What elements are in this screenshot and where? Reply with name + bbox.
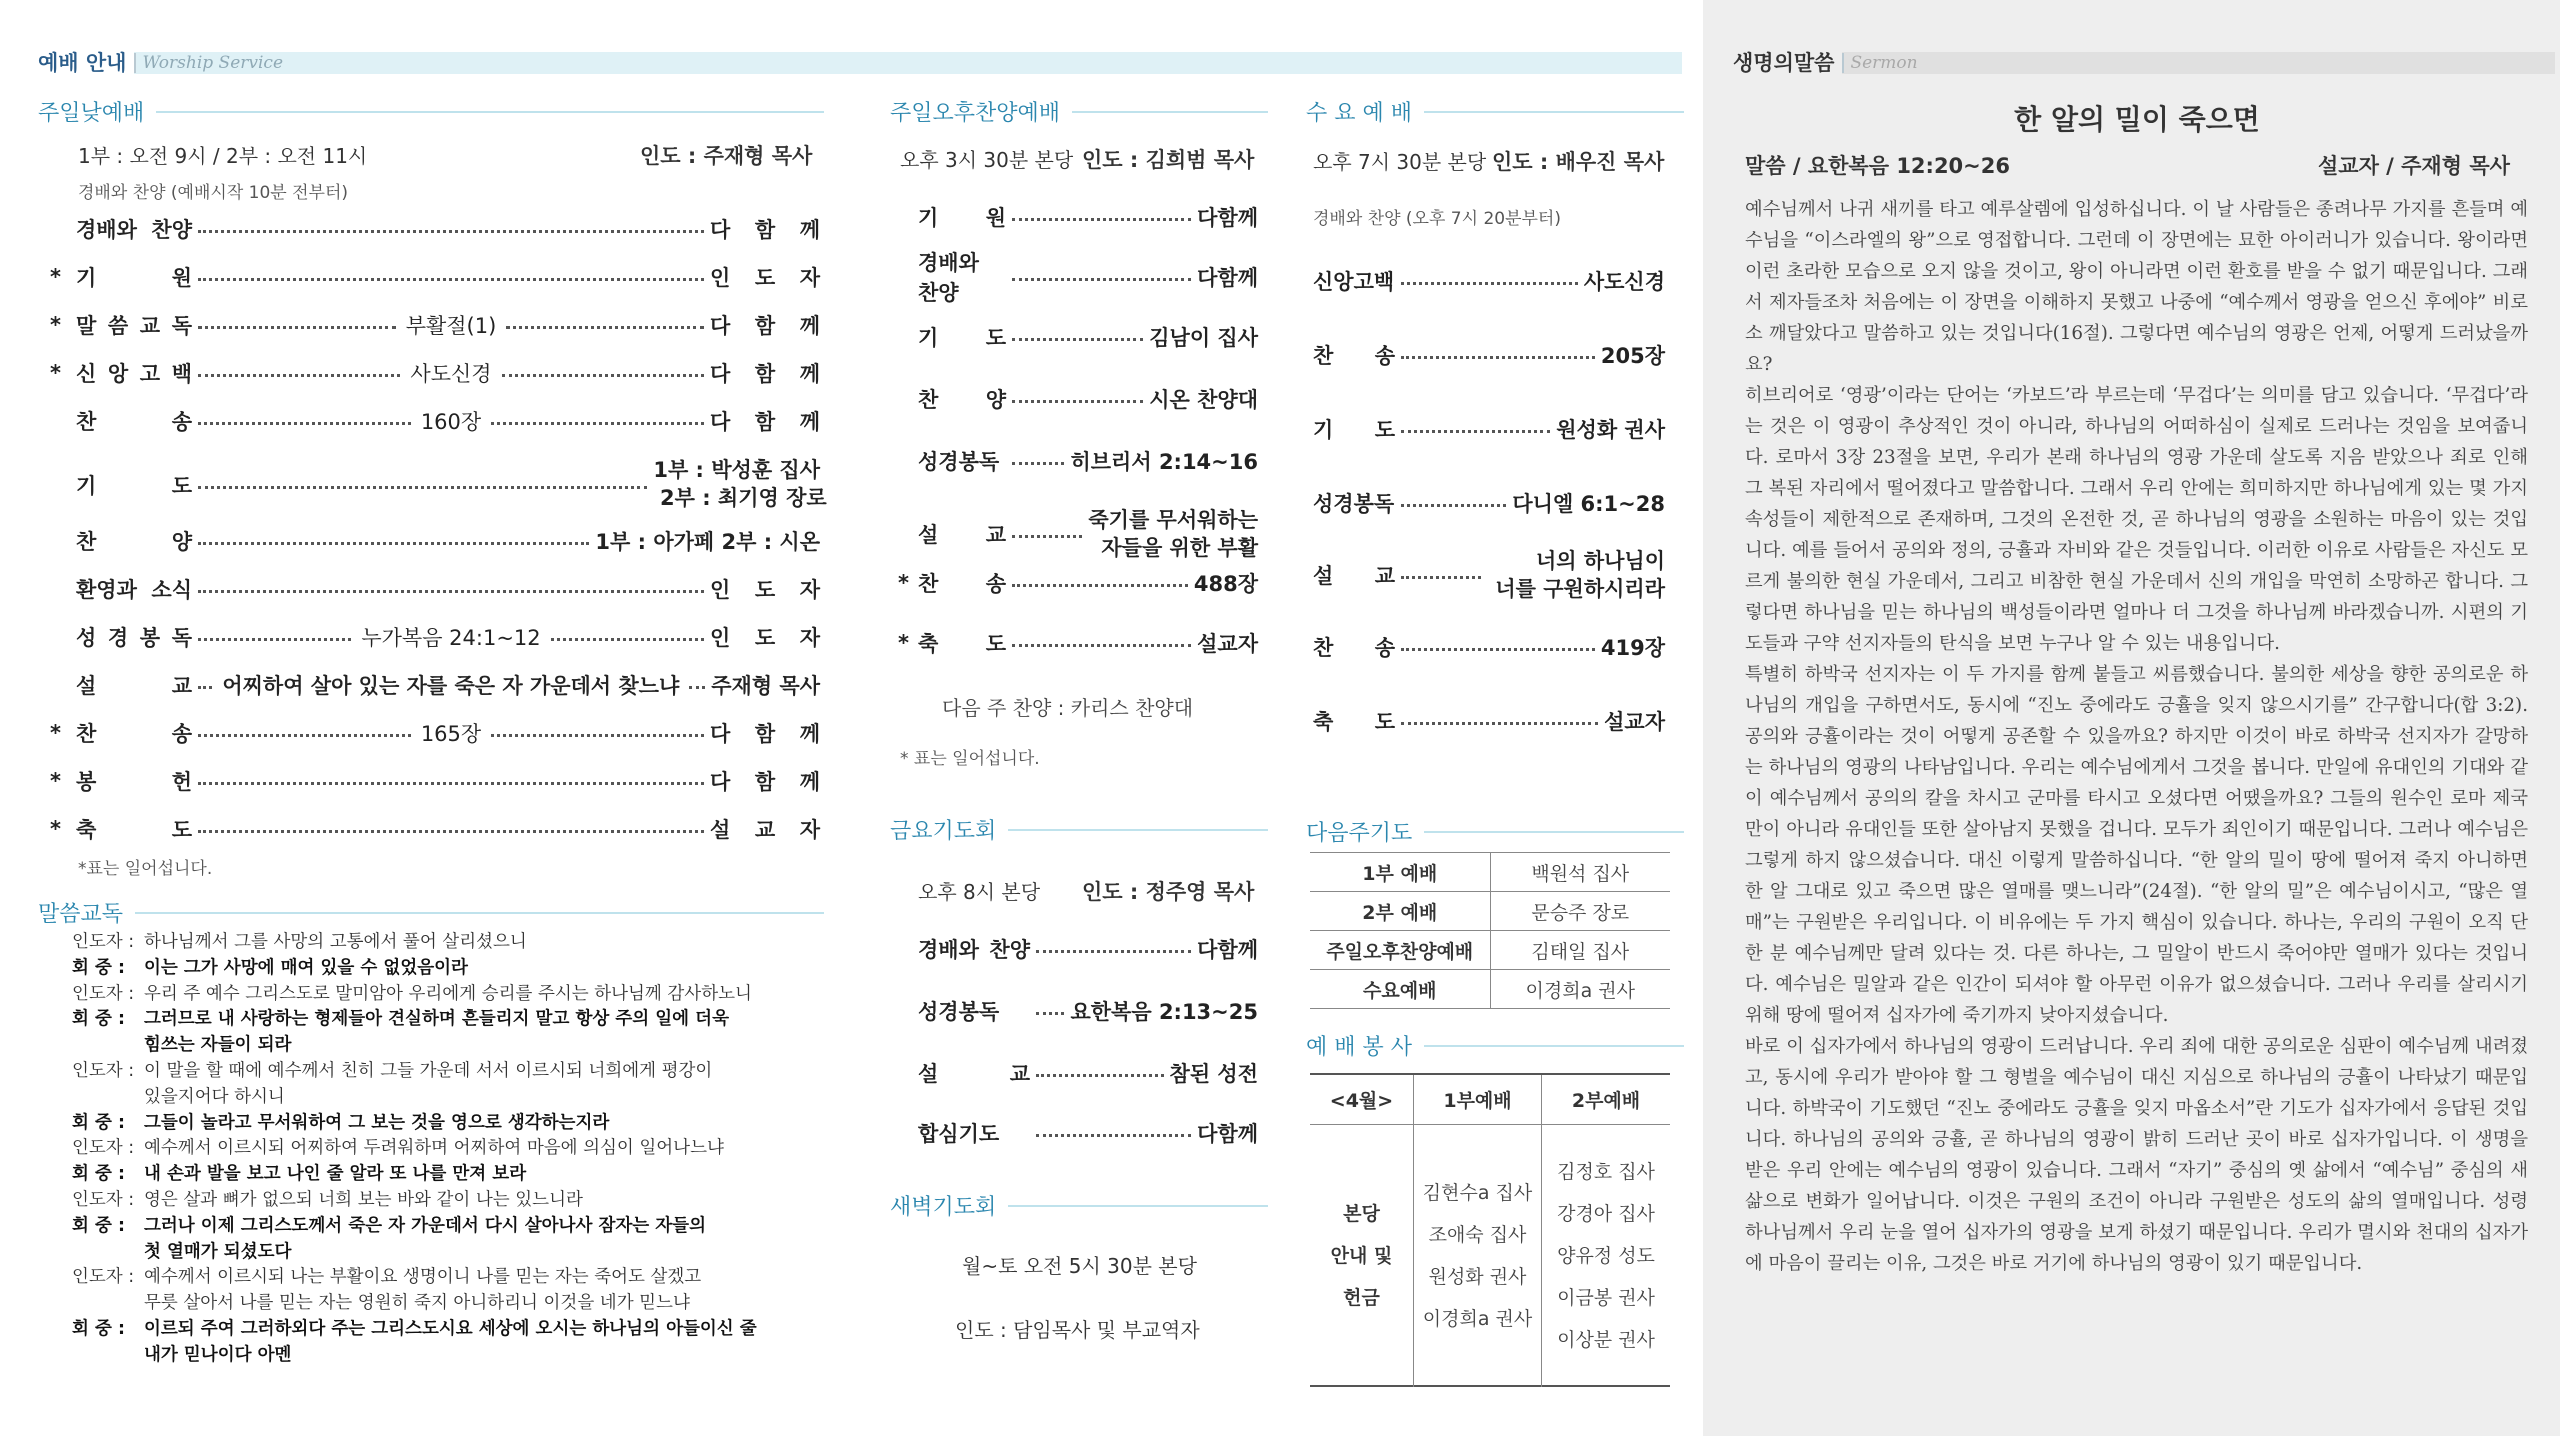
order-item-value: 시온 찬양대: [1149, 388, 1258, 412]
leader-dots: [1012, 400, 1143, 403]
leader-dots: [198, 278, 704, 281]
service-heading-label: 예 배 봉 사: [1306, 1035, 1412, 1060]
order-item-name: 말 씀 교 독: [76, 314, 192, 338]
order-item-value: 다함께: [1197, 938, 1258, 962]
next-week-service: 1부 예배: [1310, 853, 1490, 892]
sunday-order-row: [50, 574, 820, 604]
wednesday-leader: 인도 : 배우진 목사: [1492, 150, 1665, 174]
reading-text: 힘쓰는 자들이 되라: [144, 1035, 292, 1056]
reading-line: [72, 956, 832, 982]
sermon-header-bar: [1733, 52, 2555, 74]
reading-line: [72, 1007, 832, 1033]
wednesday-note: 경배와 찬양 (오후 7시 20분부터): [1313, 209, 1561, 229]
sermon-preacher: 설교자 / 주재형 목사: [2318, 154, 2510, 178]
leader-dots: [198, 830, 704, 833]
leader-dots: [502, 374, 704, 377]
order-row: [918, 996, 1258, 1026]
heading-rule: [135, 912, 824, 914]
worship-header-subtitle: Worship Service: [142, 53, 284, 73]
leader-dots: [1401, 648, 1595, 651]
reading-text: 그러나 이제 그리스도께서 죽은 자 가운데서 다시 살아나사 잠자는 자들의: [144, 1215, 706, 1236]
order-item-value: 419장: [1600, 636, 1665, 660]
leader-dots: [198, 590, 704, 593]
sunday-order-row: [50, 406, 820, 436]
order-item-name: 경배와 찬양: [918, 938, 1030, 962]
afternoon-time: 오후 3시 30분 본당: [900, 148, 1074, 172]
order-item-leader: 다 함 께: [710, 722, 820, 746]
service-volunteer: 양유정 성도: [1557, 1245, 1655, 1267]
order-item-name: 봉 헌: [76, 770, 192, 794]
order-item-name: 성경봉독: [918, 1000, 1000, 1024]
order-row: [918, 934, 1258, 964]
afternoon-heading: [890, 96, 1268, 127]
order-item-leader: 인 도 자: [710, 266, 820, 290]
leader-dots: [1036, 1134, 1191, 1137]
sermon-title-line-2: 너를 구원하시리라: [1495, 577, 1665, 601]
leader-dots: [1012, 462, 1064, 465]
wednesday-sermon-row: [1313, 546, 1665, 604]
service-volunteer: 김정호 집사: [1557, 1161, 1655, 1183]
leader-dots: [491, 422, 704, 425]
next-week-row: [1310, 892, 1670, 931]
reading-speaker: 인도자 :: [72, 1189, 135, 1210]
worship-header-bar: [38, 52, 1682, 74]
service-label-cell: [1310, 1125, 1414, 1387]
service-volunteer: 조애숙 집사: [1428, 1224, 1527, 1246]
service-heading: [1306, 1030, 1684, 1061]
reading-line: [72, 1188, 832, 1214]
order-item-name: 신 앙 고 백: [76, 362, 192, 386]
service-table: [1310, 1073, 1670, 1387]
order-item-name: 신앙고백: [1313, 270, 1395, 294]
reading-text: 이는 그가 사망에 매여 있을 수 없었음이라: [144, 957, 468, 978]
reading-speaker: [72, 1033, 144, 1059]
order-item-name: 찬 송: [76, 722, 192, 746]
order-item-value: 설교자: [1197, 632, 1258, 656]
order-row: [898, 251, 1258, 305]
next-week-row: [1310, 853, 1670, 892]
order-item-value: 다니엘 6:1~28: [1512, 492, 1665, 516]
standing-mark: *: [50, 265, 61, 289]
leader-dots: [198, 486, 647, 489]
reading-text: 이르되 주여 그러하외다 주는 그리스도시요 세상에 오시는 하나님의 아들이신 줄: [144, 1318, 757, 1339]
sermon-title: 한 알의 밀이 죽으면: [2014, 103, 2260, 136]
afternoon-sermon-title: [1088, 506, 1258, 562]
order-item-detail: 160장: [420, 410, 482, 434]
service-col-month: <4월>: [1310, 1075, 1414, 1124]
reading-text: 있을지어다 하시니: [144, 1086, 285, 1107]
order-item-name: 성경봉독: [1313, 492, 1395, 516]
order-item-leader: 다 함 께: [710, 314, 821, 338]
order-item-value: 사도신경: [1583, 270, 1665, 294]
order-item-value: 히브리서 2:14~16: [1070, 450, 1258, 474]
leader-dots: [689, 686, 705, 689]
sermon-paragraph: 바로 이 십자가에서 하나님의 영광이 드러납니다. 우리 죄에 대한 공의로운 심판이 예수님께 내려졌고, 동시에 우리가 받아야 할 그 형벌을 예수님이 대신 지심으로 하나님의 긍휼이 나타났기 때문입니다. 하박국이 기도했던 “진노 중에라도 긍휼을 잊지 마옵소서”란 기도가 십자가에서 응답된 것입니다. 하나님의 공의와 긍휼, 곧 하나님의 영광이 밝히 드러난 곳이 바로 십자가입니다. 이 생명을 받은 우리 안에는 예수님의 영광이 있습니다. 그래서 “자기” 중심의 옛 삶에서 “예수님” 중심의 새 삶으로 변화가 일어납니다. 이것은 구원의 조건이 아니라 구원받은 성도의 삶의 열매입니다. 성령 하나님께서 우리 눈을 열어 십자가의 영광을 보게 하셨기 때문입니다. 우리가 멸시와 천대의 십자가에 마음이 끌리는 이유, 그것은 바로 거기에 하나님의 영광이 있기 때문입니다.: [1745, 1036, 2528, 1274]
next-week-service: 수요예배: [1310, 970, 1490, 1009]
order-row: [898, 384, 1258, 414]
order-item-leader: 설 교 자: [710, 818, 820, 842]
standing-mark: *: [50, 313, 61, 337]
sunday-order-row: [50, 766, 820, 796]
next-week-table: [1310, 852, 1670, 1009]
order-item-name: 축 도: [918, 632, 1006, 656]
service-col-2: 2부예배: [1571, 1090, 1641, 1112]
leader-dots: [1401, 430, 1550, 433]
standing-mark: *: [898, 631, 909, 655]
leader-dots: [1401, 576, 1481, 579]
order-item-detail: 부활절(1): [405, 314, 497, 338]
reading-line: [72, 1136, 832, 1162]
sermon-title-line-1: 너의 하나님이: [1535, 549, 1665, 573]
friday-time: 오후 8시 본당: [918, 880, 1041, 904]
order-item-detail: 사도신경: [410, 362, 492, 386]
service-volunteer: 강경아 집사: [1557, 1203, 1655, 1225]
reading-text: 그들이 놀라고 무서워하여 그 보는 것을 영으로 생각하는지라: [144, 1112, 610, 1133]
reading-line: [72, 982, 832, 1008]
next-week-leader: 이경희a 권사: [1490, 970, 1670, 1009]
reading-line: [72, 1265, 832, 1291]
next-week-heading-label: 다음주기도: [1306, 821, 1413, 846]
sunday-order-row: [50, 310, 820, 340]
standing-mark: *: [50, 721, 61, 745]
reading-text: 우리 주 예수 그리스도로 말미암아 우리에게 승리를 주시는 하나님께 감사하노니: [144, 983, 752, 1004]
leader-dots: [198, 422, 411, 425]
order-item-name: 설 교: [1313, 564, 1395, 588]
next-week-leader: 문승주 장로: [1490, 892, 1670, 931]
sunday-order-row: [50, 262, 820, 292]
next-week-service: 주일오후찬양예배: [1310, 931, 1490, 970]
heading-rule: [1072, 111, 1268, 113]
reading-text: 내가 믿나이다 아멘: [144, 1344, 292, 1365]
leader-dots: [1012, 535, 1082, 538]
next-week-row: [1310, 970, 1670, 1009]
reading-speaker: [72, 1343, 144, 1369]
reading-speaker: [72, 1291, 144, 1317]
sunday-leader: 인도 : 주재형 목사: [640, 144, 813, 168]
reading-line: [72, 1111, 832, 1137]
reading-speaker: 회 중 :: [72, 1318, 125, 1339]
service-volunteer: 김현수a 집사: [1422, 1182, 1533, 1204]
order-item-name: 찬 양: [918, 388, 1006, 412]
heading-rule: [1424, 1045, 1684, 1047]
sermon-body: [1745, 194, 2528, 1279]
order-item-name: 합심기도: [918, 1122, 1000, 1146]
service-col-1: 1부예배: [1414, 1075, 1542, 1124]
reading-speaker: 회 중 :: [72, 1112, 125, 1133]
dawn-leader: 인도 : 담임목사 및 부교역자: [955, 1318, 1200, 1342]
responsive-reading: [72, 930, 832, 1369]
header-divider: [1842, 53, 1844, 73]
leader-dots: [198, 686, 212, 689]
leader-dots: [1401, 356, 1595, 359]
order-item-name: 기 원: [76, 266, 192, 290]
reading-text: 하나님께서 그를 사망의 고통에서 풀어 살리셨으니: [144, 932, 527, 952]
afternoon-leader: 인도 : 김희범 목사: [1082, 148, 1255, 172]
dawn-time: 월~토 오전 5시 30분 본당: [962, 1254, 1197, 1278]
sunday-order-row: [50, 358, 820, 388]
heading-rule: [1008, 829, 1268, 831]
order-item-name: 경배와 찬양: [918, 251, 979, 305]
reading-text: 예수께서 이르시되 나는 부활이요 생명이니 나를 믿는 자는 죽어도 살겠고: [144, 1267, 702, 1288]
order-item-name: 환영과 소식: [76, 578, 192, 602]
order-row: [898, 202, 1258, 232]
order-item-value: 다함께: [1197, 266, 1258, 290]
leader-dots: [551, 638, 704, 641]
reading-text: 내 손과 발을 보고 나인 줄 알라 또 나를 만져 보라: [144, 1164, 527, 1185]
reading-line: [72, 930, 832, 956]
service-table-header: [1310, 1075, 1670, 1125]
reading-line: [72, 1240, 832, 1266]
leader-dots: [1012, 218, 1191, 221]
heading-rule: [1424, 111, 1684, 113]
leader-dots: [198, 734, 411, 737]
friday-heading-label: 금요기도회: [890, 819, 997, 844]
wednesday-sermon-title: [1487, 547, 1665, 603]
next-week-leader: 김태일 집사: [1490, 931, 1670, 970]
order-item-value: 205장: [1600, 344, 1665, 368]
reading-text: 영은 살과 뼈가 없으되 너희 보는 바와 같이 나는 있느니라: [144, 1189, 583, 1210]
leader-dots: [198, 638, 351, 641]
order-row: [898, 446, 1258, 476]
sunday-praise-note: 경배와 찬양 (예배시작 10분 전부터): [78, 183, 348, 203]
service-volunteer: 원성화 권사: [1428, 1266, 1527, 1288]
leader-dots: [1036, 1074, 1164, 1077]
sunday-heading: [38, 96, 824, 127]
dawn-heading: [890, 1190, 1268, 1221]
leader-dots: [1012, 584, 1188, 587]
order-row: [1313, 266, 1665, 296]
order-item-name: 축 도: [76, 818, 192, 842]
afternoon-footnote: * 표는 일어섭니다.: [900, 749, 1040, 769]
worship-header-title: 예배 안내: [38, 52, 134, 74]
order-row: [898, 322, 1258, 352]
prayer-leaders: [653, 454, 820, 484]
sunday-order-row: [50, 622, 820, 652]
leader-dots: [1036, 950, 1191, 953]
sermon-header-subtitle: Sermon: [1850, 53, 1918, 73]
sermon-paragraph: 특별히 하박국 선지자는 이 두 가지를 함께 붙들고 씨름했습니다. 불의한 세상을 향한 공의로운 하나님의 개입을 구하면서도, 동시에 “진노 중에라도 긍휼을 잊지 않으시기를” 간구합니다(합 3:2). 공의와 긍휼이라는 것이 어떻게 공존할 수 있을까요? 하지만 이것이 바로 하박국 선지자가 갈망하는 하나님의 영광의 나타남입니다. 우리는 예수님에게서 그것을 봅니다. 만일에 유대인의 기대와 같이 예수님께서 공의의 칼을 차시고 군마를 타시고 오셨다면 어땠을까요? 그들의 원수인 로마 제국만이 아니라 유대인들 또한 살아남지 못했을 겁니다. 모두가 죄인이기 때문입니다. 그러나 예수님은 그렇게 하지 않으셨습니다. 대신 이렇게 말씀하십니다. “한 알의 밀이 땅에 떨어져 죽지 아니하면 한 알 그대로 있고 죽으면 많은 열매를 맺느니라”(24절). “한 알의 밀”은 예수님이시고, “많은 열매”는 구원받은 우리입니다. 이 비유에는 두 가지 핵심이 있습니다. 하나는, 우리의 구원이 오직 단 한 분 예수님께만 달려 있다는 것. 다른 하나는, 그 밀알이 반드시 죽어야만 열매가 있다는 것입니다. 예수님은 밀알과 같은 인간이 되셔야 할 아무런 이유가 없으셨습니다. 그러나 우리를 살리시기 위해 땅에 떨어져 십자가에 죽기까지 낮아지셨습니다.: [1745, 664, 2528, 1026]
reading-text: 이 말을 할 때에 예수께서 친히 그들 가운데 서서 이르시되 너희에게 평강이: [144, 1060, 713, 1081]
wednesday-heading: [1306, 96, 1684, 127]
order-item-name: 축 도: [1313, 710, 1395, 734]
order-item-name: 설 교: [918, 523, 1006, 547]
header-divider: [134, 53, 136, 73]
reading-text: 그러므로 내 사랑하는 형제들아 견실하며 흔들리지 말고 항상 주의 일에 더욱: [144, 1009, 729, 1030]
order-row: [898, 568, 1258, 598]
service-list-2: [1542, 1125, 1670, 1387]
order-item-name: 기 도: [918, 326, 1006, 350]
next-week-leader: 백원석 집사: [1490, 853, 1670, 892]
order-row: [898, 628, 1258, 658]
sermon-paragraph: 예수님께서 나귀 새끼를 타고 예루살렘에 입성하십니다. 이 날 사람들은 종려나무 가지를 흔들며 예수님을 “이스라엘의 왕”으로 영접합니다. 그런데 이 장면에는 묘한 아이러니가 있습니다. 왕이라면 이런 초라한 모습으로 오지 않을 것이고, 왕이 아니라면 이런 환호를 받을 수 없기 때문입니다. 그래서 제자들조차 처음에는 이 장면을 이해하지 못했고 나중에 “예수께서 영광을 얻으신 후에야” 비로소 깨달았다고 말씀하고 있는 것입니다(16절). 그렇다면 예수님의 영광은 언제, 어떻게 드러났을까요?: [1745, 199, 2528, 375]
friday-leader: 인도 : 정주영 목사: [1082, 880, 1255, 904]
order-item-name: 기 도: [76, 474, 192, 498]
order-item-name: 성경봉독: [918, 450, 1000, 474]
reading-speaker: 인도자 :: [72, 1060, 135, 1081]
reading-speaker: 회 중 :: [72, 1164, 125, 1185]
order-item-name: 찬 송: [1313, 636, 1395, 660]
standing-mark: *: [50, 769, 61, 793]
standing-mark: *: [50, 817, 61, 841]
leader-dots: [1401, 282, 1578, 285]
order-item-name: 찬 양: [76, 530, 192, 554]
reading-speaker: [72, 1085, 144, 1111]
order-item-name: 찬 송: [76, 410, 192, 434]
next-week-heading: [1306, 816, 1684, 847]
reading-line: [72, 1317, 832, 1343]
sunday-footnote: *표는 일어섭니다.: [78, 859, 213, 879]
order-item-leader: 다 함 께: [710, 410, 820, 434]
reading-line: [72, 1162, 832, 1188]
heading-rule: [156, 111, 824, 113]
next-week-row: [1310, 931, 1670, 970]
reading-speaker: 인도자 :: [72, 983, 135, 1004]
order-item-detail: 165장: [420, 722, 482, 746]
order-item-leader: 인 도 자: [710, 626, 821, 650]
order-item-detail: 누가복음 24:1~12: [361, 626, 541, 650]
leader-dots: [1401, 722, 1598, 725]
sunday-prayer-1: 1부 : 박성훈 집사: [653, 458, 820, 482]
service-volunteer: 이경희a 권사: [1422, 1308, 1533, 1330]
order-item-value: 요한복음 2:13~25: [1070, 1000, 1258, 1024]
leader-dots: [198, 326, 396, 329]
order-item-value: 다함께: [1197, 1122, 1258, 1146]
sermon-title-line-2: 자들을 위한 부활: [1101, 536, 1258, 560]
reading-speaker: 인도자 :: [72, 1138, 135, 1159]
order-item-leader: 다 함 께: [710, 770, 820, 794]
order-item-value: 김남이 집사: [1149, 326, 1258, 350]
sunday-order-row: [50, 214, 820, 244]
order-item-name: 설 교: [76, 674, 192, 698]
leader-dots: [198, 374, 400, 377]
reading-heading: [38, 897, 824, 928]
order-row: [1313, 414, 1665, 444]
order-item-value: 다함께: [1197, 206, 1258, 230]
afternoon-sermon-row: [898, 505, 1258, 563]
reading-line: [72, 1059, 832, 1085]
sunday-heading-label: 주일낮예배: [38, 101, 145, 126]
reading-text: 예수께서 이르시되 어찌하여 두려워하며 어찌하여 마음에 의심이 일어나느냐: [144, 1138, 724, 1159]
reading-line: [72, 1214, 832, 1240]
reading-speaker: 회 중 :: [72, 1215, 125, 1236]
order-item-name: 설 교: [918, 1062, 1030, 1086]
service-label-3: 헌금: [1343, 1287, 1380, 1309]
order-row: [1313, 632, 1665, 662]
order-row: [918, 1058, 1258, 1088]
service-volunteer: 이상분 권사: [1557, 1329, 1655, 1351]
order-item-value: 참된 성전: [1169, 1062, 1258, 1086]
order-item-leader: 다 함 께: [710, 362, 820, 386]
leader-dots: [1036, 1012, 1064, 1015]
heading-rule: [1424, 831, 1684, 833]
reading-text: 첫 열매가 되셨도다: [144, 1241, 292, 1262]
order-item-name: 기 원: [918, 206, 1006, 230]
sunday-order-row: [50, 718, 820, 748]
leader-dots: [198, 542, 589, 545]
reading-heading-label: 말씀교독: [38, 902, 124, 927]
order-item-name: 경배와 찬양: [76, 218, 192, 242]
leader-dots: [1012, 278, 1191, 281]
service-list-1: [1414, 1125, 1542, 1387]
reading-line: [72, 1033, 832, 1059]
order-item-name: 찬 송: [918, 572, 1006, 596]
service-volunteer: 이금봉 권사: [1557, 1287, 1655, 1309]
sermon-header-title: 생명의말씀: [1733, 52, 1842, 74]
standing-mark: *: [50, 361, 61, 385]
reading-speaker: 인도자 :: [72, 932, 135, 952]
order-item-leader: 다 함 께: [710, 218, 820, 242]
reading-speaker: 회 중 :: [72, 957, 125, 978]
afternoon-next: 다음 주 찬양 : 카리스 찬양대: [942, 696, 1194, 720]
order-item-name: 찬 송: [1313, 344, 1395, 368]
order-row: [1313, 706, 1665, 736]
reading-line: [72, 1343, 832, 1369]
standing-mark: *: [898, 571, 909, 595]
leader-dots: [198, 230, 704, 233]
sermon-title-line-1: 죽기를 무서워하는: [1088, 508, 1258, 532]
leader-dots: [1401, 504, 1506, 507]
service-label-1: 본당: [1343, 1203, 1380, 1225]
order-item-leader: 인 도 자: [710, 578, 820, 602]
heading-rule: [1008, 1205, 1268, 1207]
order-item-leader: 주재형 목사: [711, 674, 820, 698]
leader-dots: [1012, 644, 1191, 647]
reading-line: [72, 1291, 832, 1317]
sermon-scripture: 말씀 / 요한복음 12:20~26: [1745, 154, 2010, 178]
wednesday-time: 오후 7시 30분 본당: [1313, 150, 1487, 174]
sunday-order-row: [50, 526, 820, 556]
order-item-name: 성 경 봉 독: [76, 626, 192, 650]
leader-dots: [506, 326, 704, 329]
sunday-order-row: [50, 670, 820, 700]
reading-speaker: 회 중 :: [72, 1009, 125, 1030]
order-row: [918, 1118, 1258, 1148]
sunday-prayer-2: 2부 : 최기영 장로: [660, 486, 827, 510]
reading-line: [72, 1085, 832, 1111]
leader-dots: [491, 734, 704, 737]
reading-speaker: 인도자 :: [72, 1267, 135, 1288]
afternoon-heading-label: 주일오후찬양예배: [890, 101, 1061, 126]
order-item-value: 원성화 권사: [1556, 418, 1665, 442]
dawn-heading-label: 새벽기도회: [890, 1195, 997, 1220]
leader-dots: [198, 782, 704, 785]
wednesday-heading-label: 수 요 예 배: [1306, 101, 1412, 126]
reading-text: 무릇 살아서 나를 믿는 자는 영원히 죽지 아니하리니 이것을 네가 믿느냐: [144, 1293, 690, 1314]
leader-dots: [1012, 338, 1143, 341]
order-item-name: 기 도: [1313, 418, 1395, 442]
friday-heading: [890, 814, 1268, 845]
sermon-paragraph: 히브리어로 ‘영광’이라는 단어는 ‘카보드’라 부르는데 ‘무겁다’는 의미를 담고 있습니다. ‘무겁다’라는 것은 이 영광이 추상적인 것이 아니라, 하나님의 어떠하심이 실제로 드러나는 것임을 보여줍니다. 로마서 3장 23절을 보면, 우리가 본래 하나님의 영광 가운데 살도록 지음 받았으나 죄로 인해 그 복된 자리에서 떨어졌다고 말씀합니다. 그래서 우리 안에는 희미하지만 하나님에게 있는 몇 가지 속성들이 제한적으로 존재하며, 그것의 온전한 것, 곧 하나님의 영광을 소원하는 마음이 있는 것입니다. 예를 들어서 공의와 정의, 긍휼과 자비와 같은 것들입니다. 이러한 이유로 사람들은 자신도 모르게 불의한 현실 가운데서, 그리고 비참한 현실 가운데서 신의 개입을 막연히 소망하곤 합니다. 그렇다면 하나님을 믿는 하나님의 백성들이라면 얼마나 더 그것을 하나님께 바라겠습니까. 시편의 기도들과 구약 선지자들의 탄식을 보면 누구나 알 수 있는 내용입니다.: [1745, 385, 2528, 654]
next-week-service: 2부 예배: [1310, 892, 1490, 931]
sunday-times: 1부 : 오전 9시 / 2부 : 오전 11시: [78, 144, 368, 168]
order-row: [1313, 340, 1665, 370]
reading-speaker: [72, 1240, 144, 1266]
order-item-detail: 어찌하여 살아 있는 자를 죽은 자 가운데서 찾느냐: [222, 674, 680, 698]
sunday-choir: 1부 : 아가페 2부 : 시온: [595, 530, 820, 554]
order-row: [1313, 488, 1665, 518]
order-item-value: 488장: [1193, 572, 1258, 596]
service-label-2: 안내 및: [1330, 1245, 1393, 1267]
sunday-order-row: [50, 814, 820, 844]
order-item-value: 설교자: [1604, 710, 1665, 734]
